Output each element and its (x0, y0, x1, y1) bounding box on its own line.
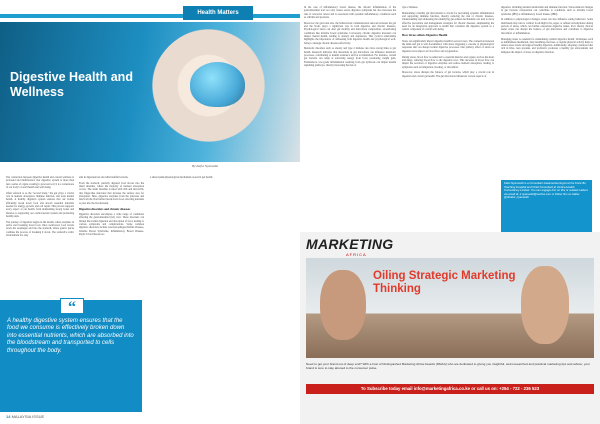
right-page (300, 0, 600, 424)
paragraph: Managing stress is essential for maintaining optimal digestive health. Techniques such as mindfulness meditation, deep breathing exercises, or regular physical activity helps to reduce stress levels and support healthy digestion. Additionally, adopting a balanced diet rich in fibre, lean proteins, and probiotics promotes a healthy gut environment and mitigates the impact of stress on digestive function. (501, 37, 593, 54)
article-column-2 (79, 176, 144, 239)
paragraph: In addition to physiological changes, stress can also influence eating behaviors. Some individuals may turn to comfort foods high in fat, sugar, or refined carbohydrates during periods of stress, which can further exacerbate digestive issues. Poor dietary choices under stress can disrupt the balance of gut microbiota and contribute to digestive discomfort or inflammation. (501, 18, 593, 35)
article-column-3 (150, 176, 294, 182)
article-column-4 (304, 6, 396, 70)
marketing-africa-logo: MARKETING (306, 236, 394, 252)
page-number: 14 (6, 414, 11, 419)
publication-name: MALAYSIA ISSUE (11, 414, 45, 419)
ad-headline: Oiling Strategic Marketing Thinking (373, 270, 516, 295)
section-header (0, 0, 300, 22)
pull-quote-box (0, 300, 142, 412)
author-bio: Kafui Nyamedzi is a Consultant Gastroenterologist at the Korle Bu Teaching Hospital and Chief Consultant at Vertica Health Consultancy Limited. You can engage him on this or related matters via email at: k.nyamedzi@vertica.com or follow him on twitter @drkafui_nyamedzi (501, 180, 592, 232)
subscribe-bar[interactable]: To Subscribe today email info@marketingafrica.co.ke or call us on: +254 - 722 - 236 523 (306, 384, 594, 394)
header-strip (0, 14, 300, 18)
article-column-5 (402, 6, 494, 81)
hero-image (0, 22, 300, 162)
page-footer (6, 414, 44, 419)
pull-quote: A healthy digestive system ensures that the food we consume is effectively broken down into essential nutrients, which are absorbed into the bloodstream and transported to cells throughout the body. (7, 318, 134, 354)
section-heading: How Stress affects Digestive Health (402, 33, 448, 38)
logo-subtitle: AFRICA (346, 252, 367, 257)
article-title: Digestive Health and Wellness (10, 70, 133, 99)
section-heading: Digestive disorders and chronic diseases (79, 206, 131, 211)
paragraph: From the stomach, partially digested food moves into the small intestine, where the majority of nutrient absorption occurs. The small intestine is lined with villi and microvilli, tiny finger-like structures that increase the surface area for absorption. Here, digestive enzymes from the pancreas and bile from the liver further break down food, allowing nutrients to pass into the bloodstream. (79, 181, 144, 205)
paragraph: a shared pathophysiological mechanism rooted in gut health. (150, 176, 213, 179)
paragraph: Metabolic disorders such as obesity and type 2 diabetes also have strong links to gut health. Research indicates that alterations in gut microbiota can influence metabolic processes, contributing to insulin resistance and fat accumulation. For instance, certain gut bacteria can adapt at extracting energy from food, promoting weight gain. Furthermore, low-grade inflammation resulting from gut dysbiosis can impair insulin signalling pathways, thereby increasing the risk of (304, 47, 396, 67)
paragraph: type 2 diabetes. (402, 6, 419, 9)
paragraph: Maintaining a healthy gut microbiome is crucial for preventing systemic inflammation and supporting immune function, thereby reducing the risk of chronic diseases. Understanding and addressing the underlying gut-related mechanisms can lead to more effective prevention and management strategies for chronic diseases, emphasizing the need for an integrative approach to health that considers the digestive system as a central component of overall well-being. (402, 11, 494, 32)
section-label: Health Matters (183, 6, 253, 20)
paragraph: Moreover, stress disrupts the balance of gut bacteria, which play a crucial role in digestion and overall gut health. The gut microbiota influences various aspects of (402, 71, 494, 78)
paragraph: Stress can significantly impact digestive health in several ways. The connection between the mind and gut is well-documented, with stress triggering a cascade of physiological responses that can disrupt normal digestive processes. One primary effect of stress on digestion is its impact on blood flow and oxygenation. (402, 39, 495, 53)
article-column-6 (501, 6, 593, 57)
paragraph: Digestive disorders encompass a wide range of conditions affecting the gastrointestinal (GI) tract. These disorders can disrupt the normal digestion and absorption of food, leading to various symptoms and complications. Some common digestive disorders include Gastroesophageal Reflux Disease, Irritable Bowel Syndrome, Inflammatory Bowel Disease, Peptic Ulcer Disease etc. (79, 213, 144, 236)
paragraph: The connection between digestive health and overall wellness is profound and multifaceted. Our digestive system is more than just a series of organs working to process food; it is a cornerstone of our body's overall health and well-being. (6, 176, 74, 189)
digestive-organ-icon (190, 62, 245, 107)
article-column-1 (6, 176, 74, 240)
person-illustration (320, 270, 366, 340)
paragraph: digestion, including nutrient metabolism and immune function. Stress-induced changes in gut bacteria composition can contribute to conditions such as irritable bowel syndrome (IBS) or inflammatory bowel disease (IBD). (501, 6, 593, 16)
paragraph: The journey of digestion begins in the mouth, where enzymes in saliva start breaking down food. Once swallowed, food travels down the esophagus and into the stomach, where gastric juices continue the process of breaking it down. The stomach's acidic environment not only (6, 220, 74, 237)
paragraph: Moreover, the gut-brain axis, the bidirectional communication network between the gut and the brain, plays a significant role in both digestive and chronic diseases. Psychological stress can alter gut motility and microbiota composition, exacerbating conditions like irritable bowel syndrome. Conversely, chronic digestive disorders can impact mental health, leading to anxiety and depression. This cyclical relationship highlights the importance of addressing both digestive health and psychological well-being to manage chronic diseases effectively. (304, 21, 396, 45)
paragraph: In the case of inflammatory bowel disease, the chronic inflammation of the gastrointestinal tract not only causes severe digestive symptoms but also increases the risk of colorectal cancer and is associated with systemic inflammatory conditions such as arthritis and psoriasis. (304, 6, 396, 19)
quote-icon: “ (60, 298, 84, 314)
byline: By Kafui Nyamedzi (192, 164, 219, 168)
paragraph: aids in digestion but also kills harmful bacteria. (79, 176, 129, 179)
paragraph: Often referred to as the "second brain," the gut plays a crucial role in nutrient absorption, immune function, and even mental health. A healthy digestive system ensures that our bodies efficiently break down food and absorb essential nutrients needed for energy, growth, and cell repair. This process supports every aspect of our health, from maintaining strong bones and muscles to supporting our cardiovascular system and promoting healthy skin. (6, 191, 74, 218)
ad-copy: Need to get your brand out of deep end? With a host of Distinguished Marketing Africa Awards (DMAA) who are dedicated to giving you insightful, well-researched and practical marketing tips and advice; your brand is sure to stay attuned to the consumer pulse. (306, 362, 590, 370)
paragraph: During stress, blood flow is redirected to essential muscles and organs, such as the heart and lungs, reducing blood flow to the digestive tract. This decrease in blood flow can impair the secretion of digestive enzymes and reduce nutrient absorption, leading to symptoms such as indigestion, bloating, or discomfort. (402, 55, 494, 69)
